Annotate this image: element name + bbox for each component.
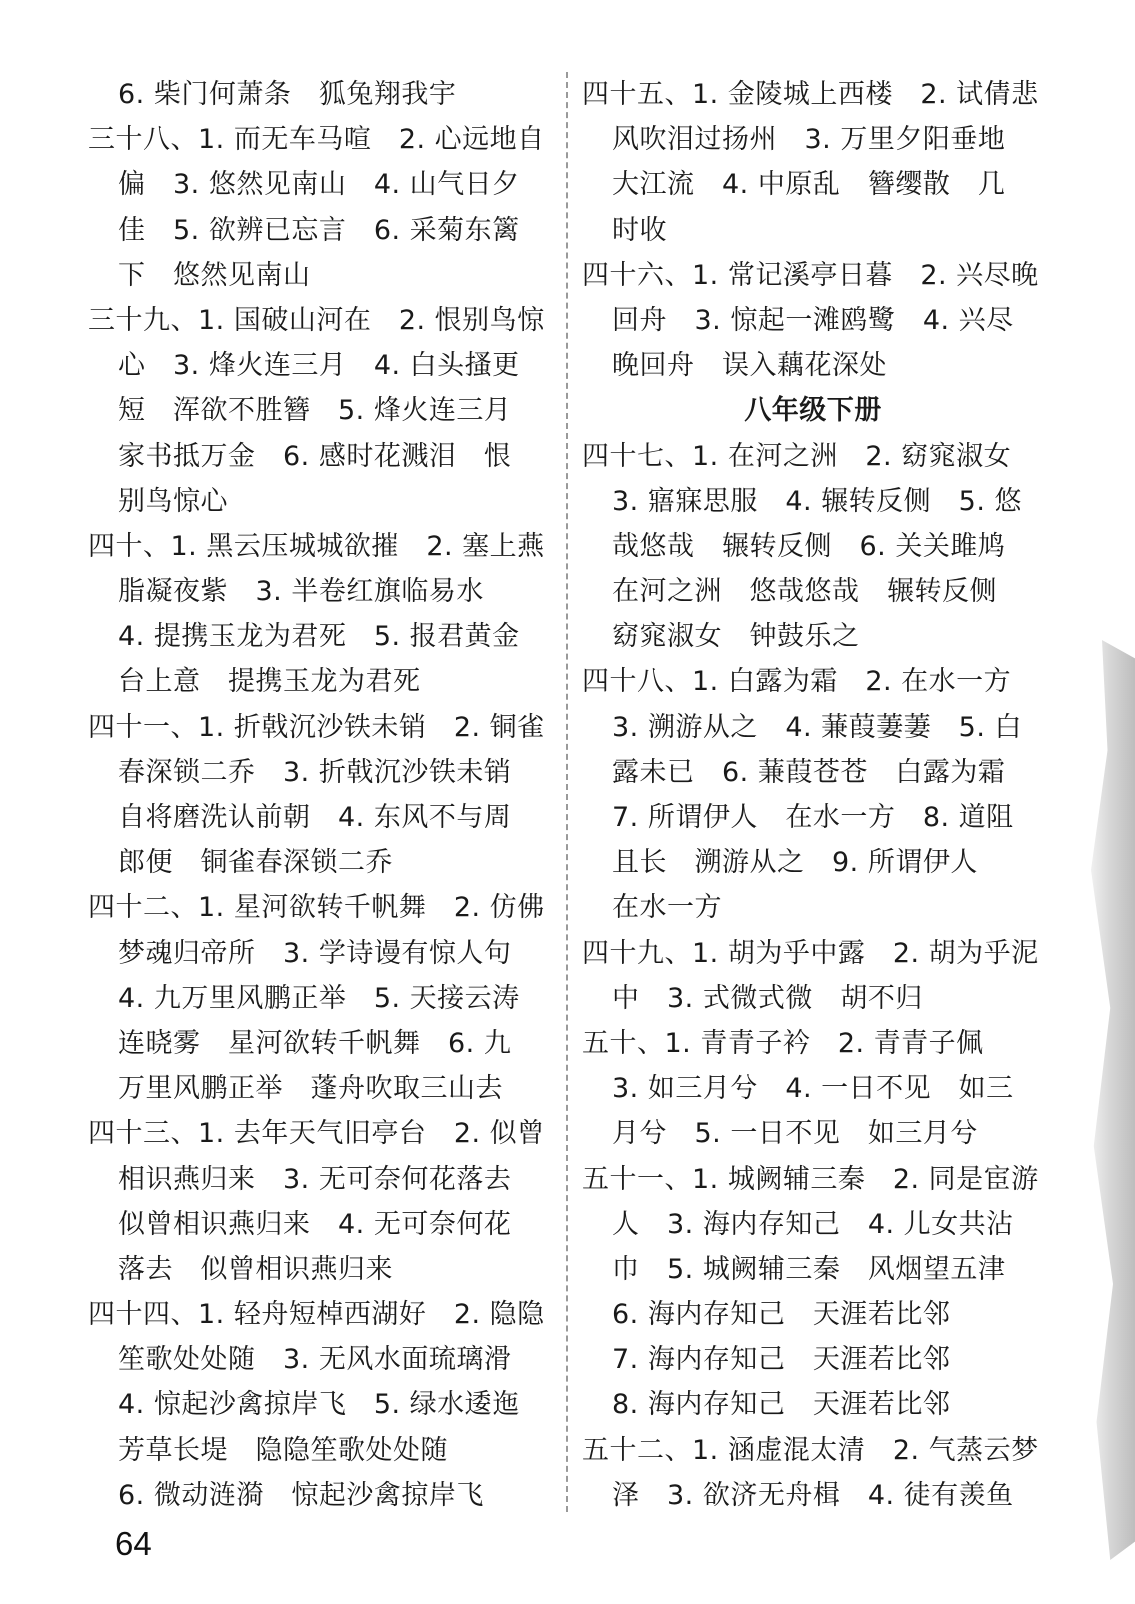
answer-line: 脂凝夜紫 3. 半卷红旗临易水 — [118, 576, 484, 608]
answer-line: 3. 寤寐思服 4. 辗转反侧 5. 悠 — [612, 485, 1023, 517]
right-column — [582, 72, 1044, 1518]
answer-line: 四十六、1. 常记溪亭日暮 2. 兴尽晚 — [582, 259, 1039, 291]
answer-line: 别鸟惊心 — [118, 485, 228, 517]
answer-line: 3. 如三月兮 4. 一日不见 如三 — [612, 1073, 1014, 1105]
answer-line: 五十一、1. 城阙辅三秦 2. 同是宦游 — [582, 1163, 1039, 1195]
answer-line: 晚回舟 误入藕花深处 — [612, 350, 887, 382]
torn-page-edge — [1080, 640, 1135, 1560]
answer-line: 8. 海内存知己 天涯若比邻 — [612, 1389, 951, 1421]
answer-line: 四十五、1. 金陵城上西楼 2. 试倩悲 — [582, 79, 1039, 110]
answer-line: 3. 溯游从之 4. 蒹葭萋萋 5. 白 — [612, 711, 1023, 743]
answer-line: 6. 微动涟漪 惊起沙禽掠岸飞 — [118, 1479, 484, 1511]
answer-line: 哉悠哉 辗转反侧 6. 关关雎鸠 — [612, 530, 1006, 562]
answer-line: 笙歌处处随 3. 无风水面琉璃滑 — [118, 1344, 512, 1376]
answer-line: 五十、1. 青青子衿 2. 青青子佩 — [582, 1027, 984, 1059]
answer-line: 在河之洲 悠哉悠哉 辗转反侧 — [612, 576, 997, 608]
answer-line: 巾 5. 城阙辅三秦 风烟望五津 — [612, 1253, 1006, 1285]
answer-line: 6. 海内存知己 天涯若比邻 — [612, 1299, 951, 1331]
section-heading: 八年级下册 — [744, 395, 882, 427]
answer-line: 家书抵万金 6. 感时花溅泪 恨 — [118, 440, 512, 472]
answer-line: 偏 3. 悠然见南山 4. 山气日夕 — [118, 169, 520, 201]
answer-line: 三十九、1. 国破山河在 2. 恨别鸟惊 — [88, 304, 545, 336]
answer-line: 且长 溯游从之 9. 所谓伊人 — [612, 847, 978, 879]
answer-line: 风吹泪过扬州 3. 万里夕阳垂地 — [612, 124, 1006, 156]
answer-line: 连晓雾 星河欲转千帆舞 6. 九 — [118, 1027, 512, 1059]
answer-line: 四十七、1. 在河之洲 2. 窈窕淑女 — [582, 440, 1012, 472]
answer-line: 泽 3. 欲济无舟楫 4. 徒有羡鱼 — [612, 1479, 1014, 1511]
answer-line: 露未已 6. 蒹葭苍苍 白露为霜 — [612, 756, 1006, 788]
column-divider — [566, 72, 568, 1512]
answer-line: 郎便 铜雀春深锁二乔 — [118, 847, 393, 879]
answer-line: 芳草长堤 隐隐笙歌处处随 — [118, 1434, 448, 1466]
answer-line: 4. 提携玉龙为君死 5. 报君黄金 — [118, 621, 520, 653]
answer-line: 短 浑欲不胜簪 5. 烽火连三月 — [118, 395, 512, 427]
answer-line: 回舟 3. 惊起一滩鸥鹭 4. 兴尽 — [612, 304, 1014, 336]
answer-line: 佳 5. 欲辨已忘言 6. 采菊东篱 — [118, 214, 520, 246]
answer-line: 四十三、1. 去年天气旧亭台 2. 似曾 — [88, 1118, 545, 1150]
answer-line: 台上意 提携玉龙为君死 — [118, 666, 421, 698]
answer-line: 大江流 4. 中原乱 簪缨散 几 — [612, 169, 1006, 201]
answer-line: 相识燕归来 3. 无可奈何花落去 — [118, 1163, 512, 1195]
answer-line: 四十四、1. 轻舟短棹西湖好 2. 隐隐 — [88, 1299, 545, 1331]
answer-line: 7. 海内存知己 天涯若比邻 — [612, 1344, 951, 1376]
answer-line: 三十八、1. 而无车马喧 2. 心远地自 — [88, 124, 545, 156]
answer-line: 7. 所谓伊人 在水一方 8. 道阻 — [612, 802, 1014, 833]
answer-line: 时收 — [612, 214, 667, 246]
answer-line: 下 悠然见南山 — [118, 259, 311, 291]
left-column — [88, 72, 550, 1518]
answer-line: 心 3. 烽火连三月 4. 白头搔更 — [118, 350, 520, 382]
page-number: 64 — [115, 1525, 152, 1562]
answer-line: 落去 似曾相识燕归来 — [118, 1253, 393, 1285]
answer-line: 自将磨洗认前朝 4. 东风不与周 — [118, 802, 512, 833]
answer-line: 四十二、1. 星河欲转千帆舞 2. 仿佛 — [88, 892, 545, 924]
answer-line: 四十一、1. 折戟沉沙铁未销 2. 铜雀 — [88, 711, 545, 743]
answer-line: 四十八、1. 白露为霜 2. 在水一方 — [582, 666, 1012, 698]
answer-line: 梦魂归帝所 3. 学诗谩有惊人句 — [118, 937, 512, 969]
answer-line: 6. 柴门何萧条 狐兔翔我宇 — [118, 79, 457, 110]
answer-line: 4. 九万里风鹏正举 5. 天接云涛 — [118, 982, 520, 1014]
answer-line: 五十二、1. 涵虚混太清 2. 气蒸云梦 — [582, 1434, 1039, 1466]
answer-line: 四十九、1. 胡为乎中露 2. 胡为乎泥 — [582, 937, 1039, 969]
answer-line: 四十、1. 黑云压城城欲摧 2. 塞上燕 — [88, 530, 545, 562]
answer-line: 春深锁二乔 3. 折戟沉沙铁未销 — [118, 756, 512, 788]
answer-line: 在水一方 — [612, 892, 722, 924]
answer-line: 中 3. 式微式微 胡不归 — [612, 982, 923, 1014]
answer-line: 人 3. 海内存知己 4. 儿女共沾 — [612, 1208, 1014, 1240]
answer-line: 万里风鹏正举 蓬舟吹取三山去 — [118, 1073, 503, 1105]
answer-line: 窈窕淑女 钟鼓乐之 — [612, 621, 860, 653]
answer-line: 月兮 5. 一日不见 如三月兮 — [612, 1118, 978, 1150]
answer-line: 似曾相识燕归来 4. 无可奈何花 — [118, 1208, 512, 1240]
answer-line: 4. 惊起沙禽掠岸飞 5. 绿水逶迤 — [118, 1389, 520, 1421]
